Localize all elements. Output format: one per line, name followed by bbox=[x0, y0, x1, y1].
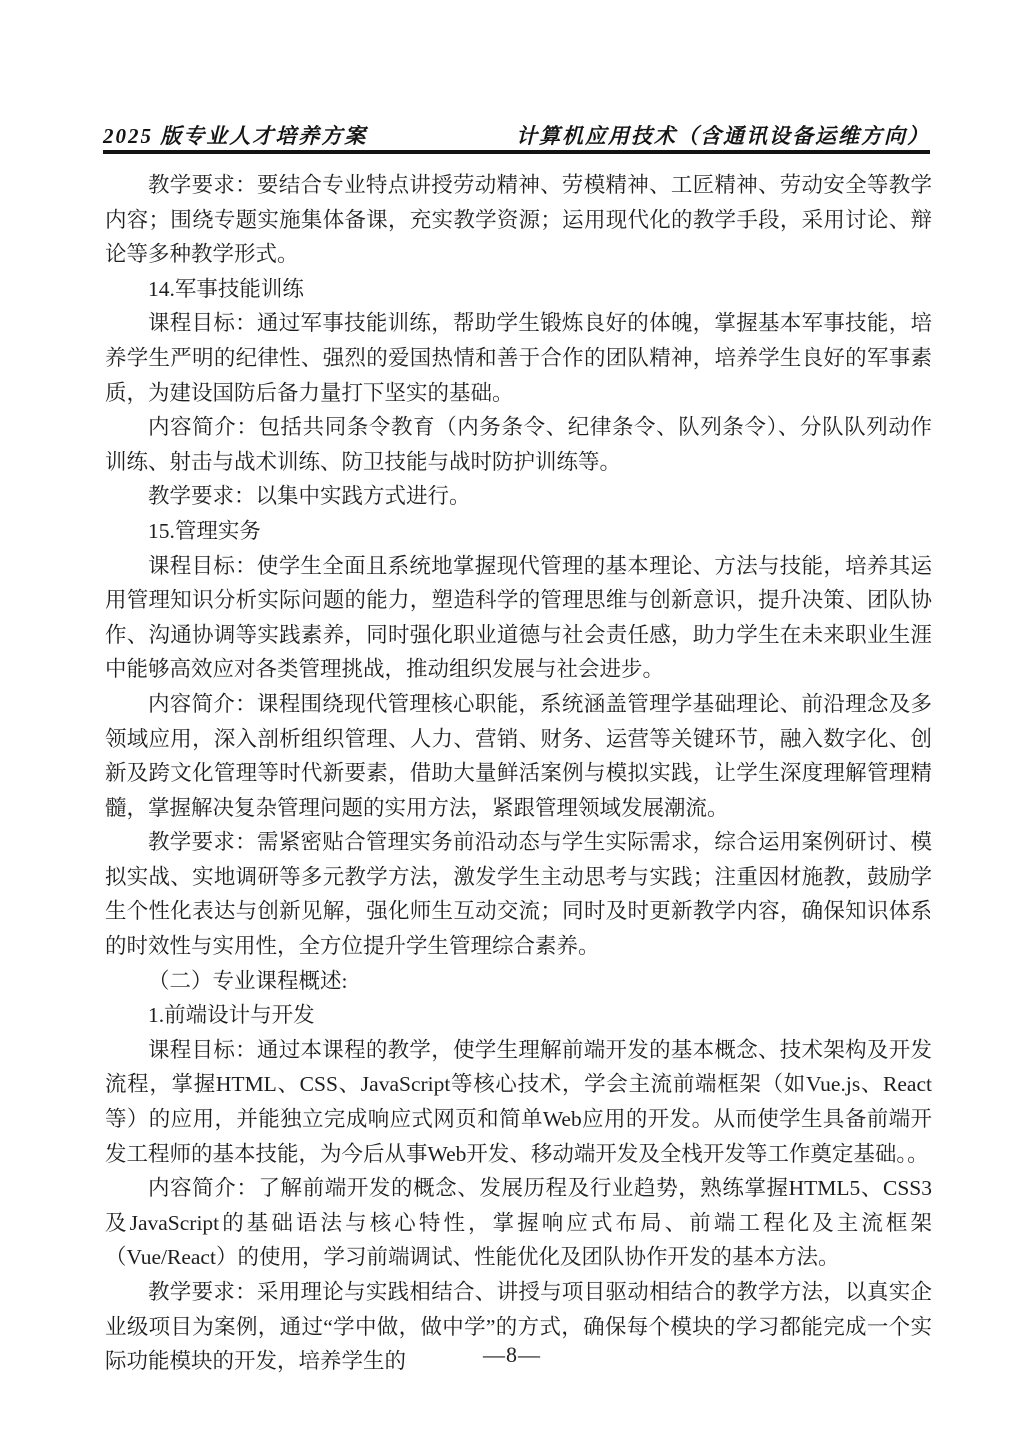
page-footer bbox=[0, 1342, 1024, 1368]
course-heading-14-military-training: 14.军事技能训练 bbox=[148, 276, 304, 301]
document-body bbox=[105, 168, 932, 1379]
paragraph-frontend-goal: 课程目标：通过本课程的教学，使学生理解前端开发的基本概念、技术架构及开发流程，掌握HTML、CSS、JavaScript等核心技术，学会主流前端框架（如Vue.js、React等）的应用，并能独立完成响应式网页和简单Web应用的开发。从而使学生具备前端开发工程师的基本技能，为今后从事Web开发、移动端开发及全栈开发等工作奠定基础。。 bbox=[105, 1037, 932, 1166]
course-heading-15-management-practice: 15.管理实务 bbox=[148, 518, 261, 543]
paragraph-military-intro: 内容简介：包括共同条令教育（内务条令、纪律条令、队列条令）、分队队列动作训练、射击与战术训练、防卫技能与战时防护训练等。 bbox=[105, 415, 932, 474]
header-divider-rule bbox=[103, 150, 930, 154]
header-right-title: 计算机应用技术（含通讯设备运维方向） bbox=[516, 124, 930, 148]
paragraph-frontend-intro: 内容简介：了解前端开发的概念、发展历程及行业趋势，熟练掌握HTML5、CSS3及JavaScript的基础语法与核心特性，掌握响应式布局、前端工程化及主流框架（Vue/React）的使用，学习前端调试、性能优化及团队协作开发的基本方法。 bbox=[105, 1176, 932, 1270]
paragraph-management-intro: 内容简介：课程围绕现代管理核心职能，系统涵盖管理学基础理论、前沿理念及多领域应用，深入剖析组织管理、人力、营销、财务、运营等关键环节，融入数字化、创新及跨文化管理等时代新要素，借助大量鲜活案例与模拟实践，让学生深度理解管理精髓，掌握解决复杂管理问题的实用方法，紧跟管理领域发展潮流。 bbox=[105, 691, 932, 820]
section-heading-professional-courses: （二）专业课程概述: bbox=[148, 968, 348, 993]
paragraph-military-goal: 课程目标：通过军事技能训练，帮助学生锻炼良好的体魄，掌握基本军事技能，培养学生严明的纪律性、强烈的爱国热情和善于合作的团队精神，培养学生良好的军事素质，为建设国防后备力量打下坚实的基础。 bbox=[105, 311, 932, 405]
header-left-title: 2025 版专业人才培养方案 bbox=[103, 124, 368, 148]
paragraph-frontend-teaching-req: 教学要求：采用理论与实践相结合、讲授与项目驱动相结合的教学方法，以真实企业级项目为案例，通过“学中做，做中学”的方式，确保每个模块的学习都能完成一个实际功能模块的开发，培养学生的 bbox=[105, 1280, 932, 1374]
paragraph-military-teaching-req: 教学要求：以集中实践方式进行。 bbox=[148, 484, 471, 509]
paragraph-management-goal: 课程目标：使学生全面且系统地掌握现代管理的基本理论、方法与技能，培养其运用管理知识分析实际问题的能力，塑造科学的管理思维与创新意识，提升决策、团队协作、沟通协调等实践素养，同时强化职业道德与社会责任感，助力学生在未来职业生涯中能够高效应对各类管理挑战，推动组织发展与社会进步。 bbox=[105, 553, 932, 682]
paragraph-teaching-req-labor: 教学要求：要结合专业特点讲授劳动精神、劳模精神、工匠精神、劳动安全等教学内容；围绕专题实施集体备课，充实教学资源；运用现代化的教学手段，采用讨论、辩论等多种教学形式。 bbox=[105, 173, 932, 267]
course-heading-1-frontend-dev: 1.前端设计与开发 bbox=[148, 1003, 315, 1028]
page-number: —8— bbox=[483, 1342, 541, 1367]
paragraph-management-teaching-req: 教学要求：需紧密贴合管理实务前沿动态与学生实际需求，综合运用案例研讨、模拟实战、实地调研等多元教学方法，激发学生主动思考与实践；注重因材施教，鼓励学生个性化表达与创新见解，强化师生互动交流；同时及时更新教学内容，确保知识体系的时效性与实用性，全方位提升学生管理综合素养。 bbox=[105, 830, 932, 959]
running-header bbox=[103, 120, 930, 150]
